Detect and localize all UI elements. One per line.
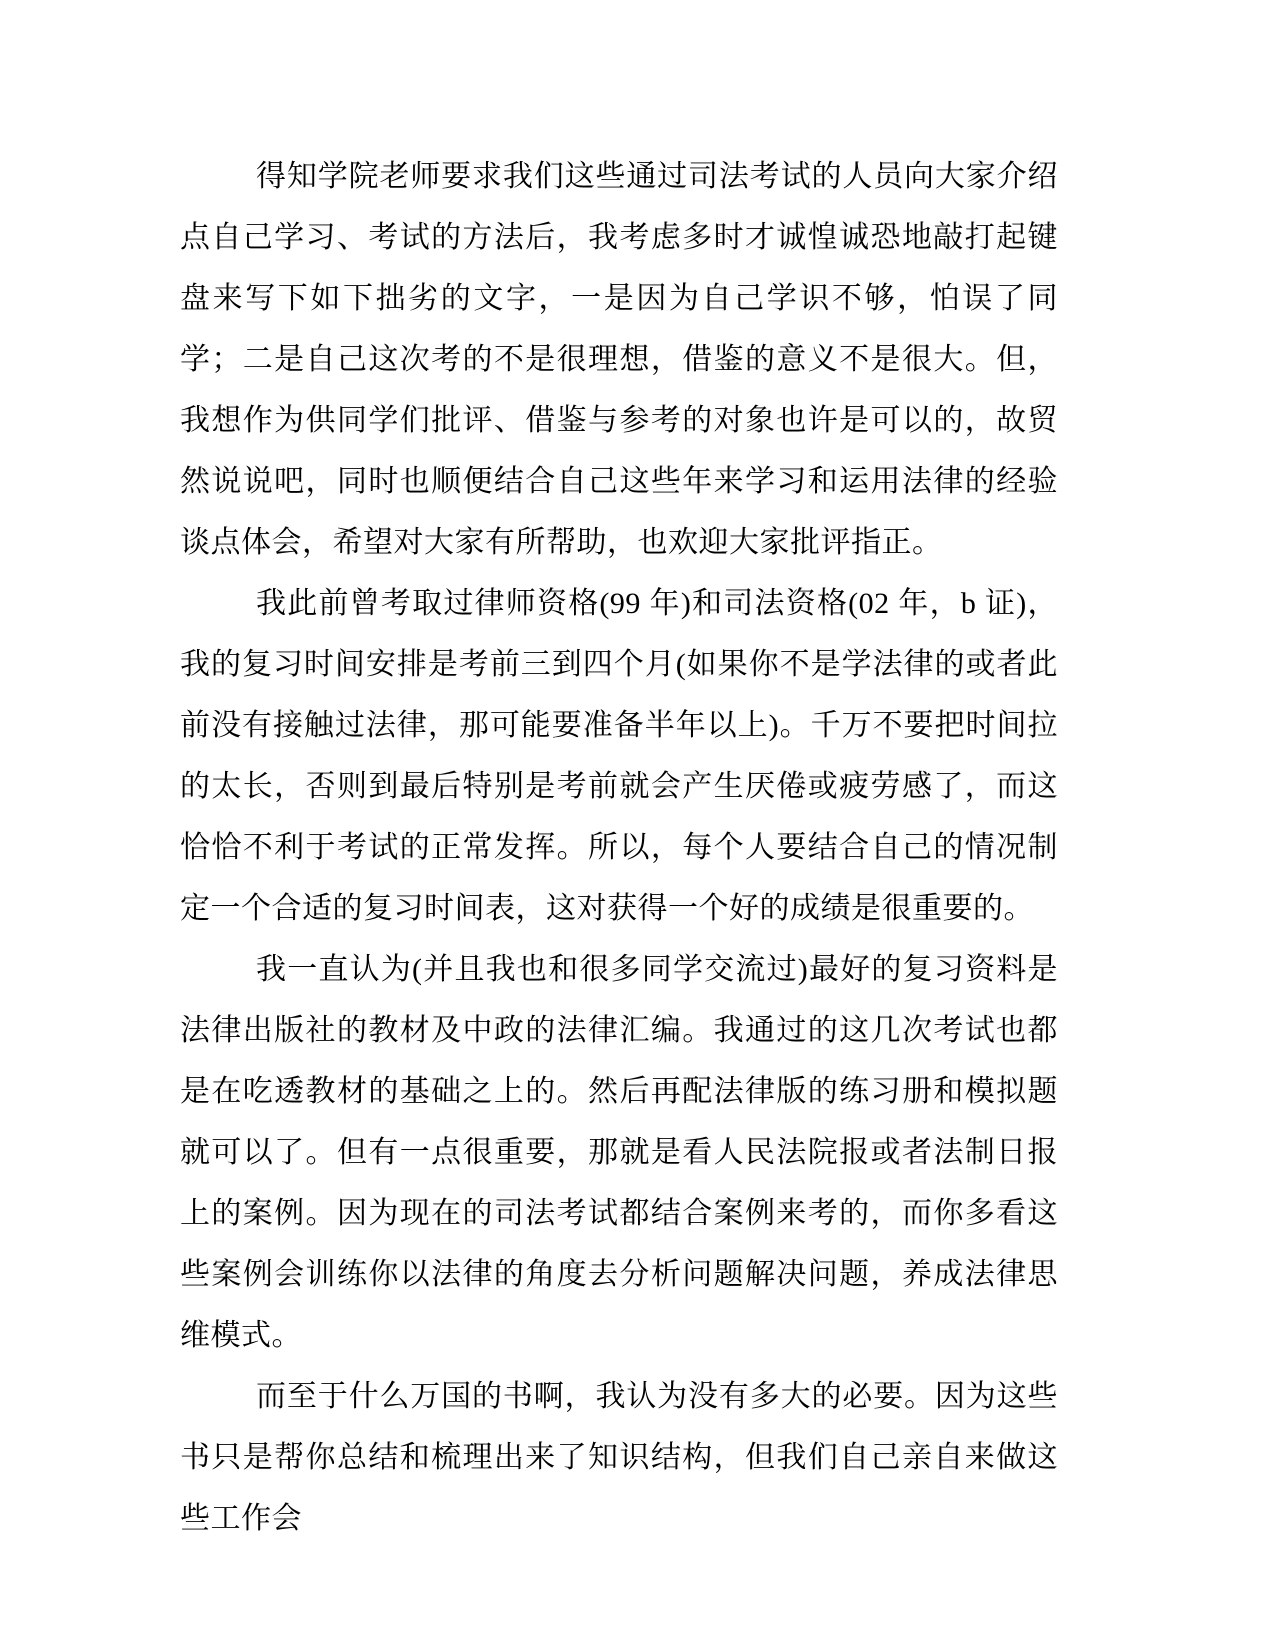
document-body — [180, 146, 1058, 1549]
paragraph-wanguo-books: 而至于什么万国的书啊，我认为没有多大的必要。因为这些书只是帮你总结和梳理出来了知识结构，但我们自己亲自来做这些工作会 — [180, 1380, 1058, 1535]
paragraph-review-materials: 我一直认为(并且我也和很多同学交流过)最好的复习资料是法律出版社的教材及中政的法律汇编。我通过的这几次考试也都是在吃透教材的基础之上的。然后再配法律版的练习册和模拟题就可以了。但有一点很重要，那就是看人民法院报或者法制日报上的案例。因为现在的司法考试都结合案例来考的，而你多看这些案例会训练你以法律的角度去分析问题解决问题，养成法律思维模式。 — [180, 953, 1058, 1352]
paragraph-intro: 得知学院老师要求我们这些通过司法考试的人员向大家介绍点自己学习、考试的方法后，我考虑多时才诚惶诚恐地敲打起键盘来写下如下拙劣的文字，一是因为自己学识不够，怕误了同学；二是自己这次考的不是很理想，借鉴的意义不是很大。但，我想作为供同学们批评、借鉴与参考的对象也许是可以的，故贸然说说吧，同时也顺便结合自己这些年来学习和运用法律的经验谈点体会，希望对大家有所帮助，也欢迎大家批评指正。 — [180, 160, 1058, 559]
paragraph-review-schedule: 我此前曾考取过律师资格(99 年)和司法资格(02 年，b 证)，我的复习时间安排是考前三到四个月(如果你不是学法律的或者此前没有接触过法律，那可能要准备半年以上)。千万不要把时间拉的太长，否则到最后特别是考前就会产生厌倦或疲劳感了，而这恰恰不利于考试的正常发挥。所以，每个人要结合自己的情况制定一个合适的复习时间表，这对获得一个好的成绩是很重要的。 — [180, 587, 1058, 925]
